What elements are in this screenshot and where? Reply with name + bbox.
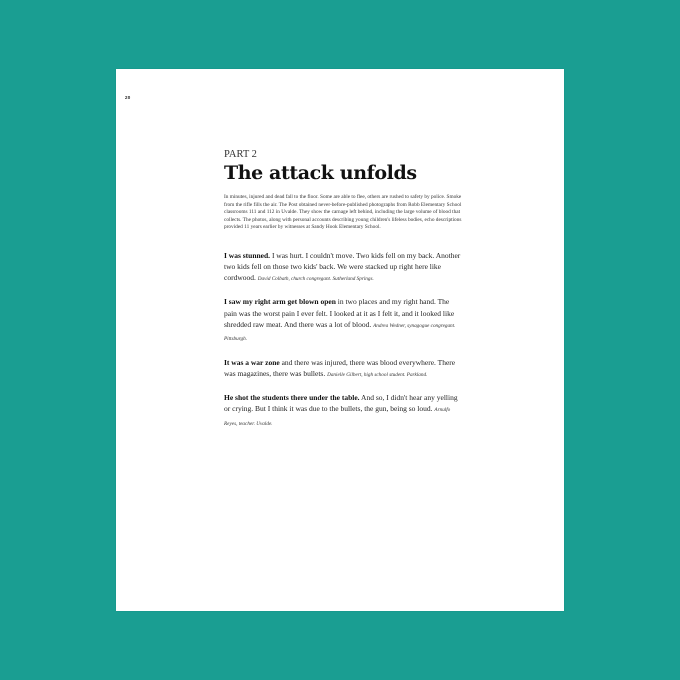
quote-item: [224, 250, 464, 286]
article-content: [224, 149, 464, 441]
quote-text: I was hurt. I couldn't move. Two kids fell on my back. Another two kids fell on those two kids' back. We were stacked up right here like cordwood.: [224, 250, 461, 283]
quotes-list: [224, 250, 464, 431]
quote-attribution: David Colbath, church congregant. Sutherland Springs.: [257, 276, 374, 283]
quote-lead: He shot the students there under the table.: [224, 393, 360, 403]
quote-lead: I saw my right arm get blown open: [224, 297, 336, 307]
quote-lead: It was a war zone: [224, 357, 280, 367]
quote-attribution: Danielle Gilbert, high school student. Parkland.: [327, 371, 428, 378]
quote-item: [224, 296, 464, 345]
quote-item: [224, 392, 464, 430]
part-label: PART 2: [224, 149, 257, 160]
quote-attribution: Arnulfo Reyes, teacher. Uvalde.: [224, 407, 451, 427]
page-number: 20: [125, 95, 131, 100]
intro-paragraph: In minutes, injured and dead fall to the floor. Some are able to flee, others are rushed to safety by police. Smoke from the rifle fills the air. The Post obtained never-before-published photographs from Robb Elementary School classrooms 111 and 112 in Uvalde. They show the carnage left behind, including the large volume of blood that collects. The photos, along with personal accounts describing young children's lifeless bodies, echo descriptions provided 11 years earlier by witnesses at Sandy Hook Elementary School.: [224, 194, 462, 230]
quote-item: [224, 357, 464, 382]
quote-lead: I was stunned.: [224, 250, 271, 260]
quote-text: and there was injured, there was blood everywhere. There was magazines, there was bullets.: [224, 357, 456, 378]
article-title: The attack unfolds: [224, 162, 417, 184]
quote-attribution: Andrea Wedner, synagogue congregant. Pittsburgh.: [224, 322, 456, 343]
quote-text: in two places and my right hand. The pain was the worst pain I ever felt. I looked at it as I felt it, and it looked like shredded raw meat. And there was a lot of blood.: [224, 297, 455, 329]
document-page: [116, 69, 564, 611]
quote-text: And so, I didn't hear any yelling or crying. But I think it was due to the bullets, the gun, being so loud.: [224, 393, 458, 414]
